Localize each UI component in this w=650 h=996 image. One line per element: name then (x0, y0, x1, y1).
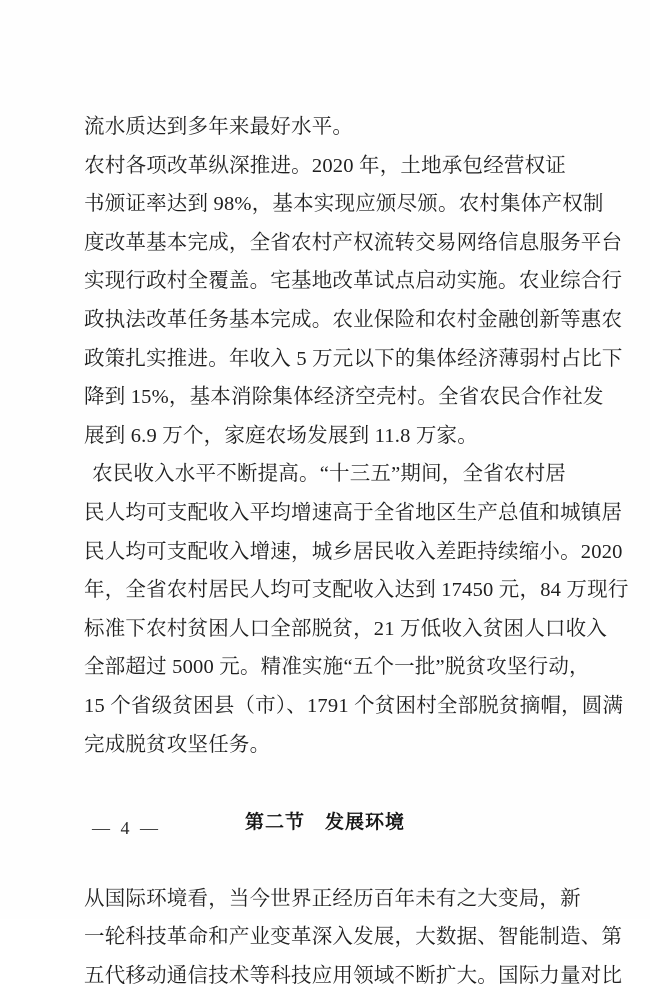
text-line: 降到 15%，基本消除集体经济空壳村。全省农民合作社发 (84, 378, 566, 417)
text-line: 展到 6.9 万个，家庭农场发展到 11.8 万家。 (84, 417, 566, 456)
paragraph-indent (84, 455, 92, 494)
text-line: 一轮科技革命和产业变革深入发展，大数据、智能制造、第 (84, 918, 566, 957)
paragraph-rural-reform (84, 147, 566, 456)
text-line: 政策扎实推进。年收入 5 万元以下的集体经济薄弱村占比下 (84, 340, 566, 379)
paragraph-international-environment (84, 880, 566, 996)
heading-spacer-below (84, 841, 566, 880)
text-line: 流水质达到多年来最好水平。 (84, 108, 566, 147)
text-line-content: 农民收入水平不断提高。“十三五”期间，全省农村居 (92, 455, 566, 494)
text-line: 书颁证率达到 98%，基本实现应颁尽颁。农村集体产权制 (84, 185, 566, 224)
text-line: 度改革基本完成，全省农村产权流转交易网络信息服务平台 (84, 224, 566, 263)
page-text-body (84, 108, 566, 996)
text-line: 政执法改革任务基本完成。农业保险和农村金融创新等惠农 (84, 301, 566, 340)
heading-spacer-above (84, 764, 566, 803)
text-line: 标准下农村贫困人口全部脱贫，21 万低收入贫困人口收入 (84, 610, 566, 649)
text-line: 全部超过 5000 元。精准实施“五个一批”脱贫攻坚行动， (84, 648, 566, 687)
text-line (84, 455, 566, 494)
text-line: 15 个省级贫困县（市）、1791 个贫困村全部脱贫摘帽，圆满 (84, 687, 566, 726)
page-number: — 4 — (92, 818, 161, 839)
paragraph-farmer-income (84, 455, 566, 764)
text-line-content: 农村各项改革纵深推进。2020 年，土地承包经营权证 (84, 147, 566, 186)
text-line: 完成脱贫攻坚任务。 (84, 726, 566, 765)
section-heading: 第二节 发展环境 (84, 803, 566, 842)
paragraph-continuation (84, 108, 566, 147)
text-line: 民人均可支配收入平均增速高于全省地区生产总值和城镇居 (84, 494, 566, 533)
text-line (84, 880, 566, 919)
text-line: 民人均可支配收入增速，城乡居民收入差距持续缩小。2020 (84, 533, 566, 572)
text-line: 五代移动通信技术等科技应用领域不断扩大。国际力量对比 (84, 957, 566, 996)
text-line-content: 从国际环境看，当今世界正经历百年未有之大变局，新 (84, 880, 581, 919)
text-line (84, 147, 566, 186)
text-line: 年，全省农村居民人均可支配收入达到 17450 元，84 万现行 (84, 571, 566, 610)
text-line: 实现行政村全覆盖。宅基地改革试点启动实施。农业综合行 (84, 262, 566, 301)
